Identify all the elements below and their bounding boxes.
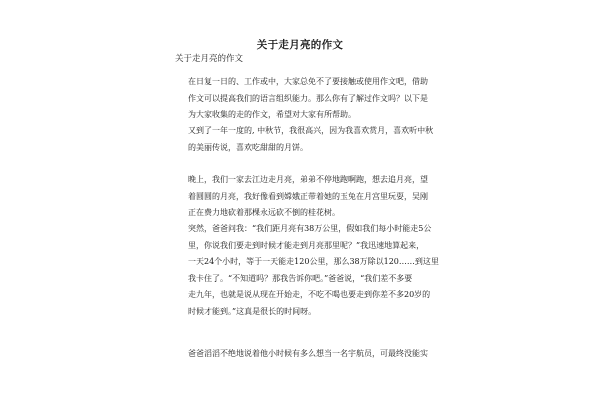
paragraph-line: 晚上，我们一家去江边走月亮，弟弟不停地跑啊跑，想去追月亮，望 — [188, 175, 428, 184]
paragraph-mid-autumn — [188, 123, 434, 156]
paragraph-line: 突然，爸爸问我：“我们距月亮有38万公里，假如我们每小时能走5公 — [188, 224, 432, 233]
paragraph-line: 里，你说我们要走到时候才能走到月亮那里呢？”我迅速地算起来， — [188, 240, 425, 250]
paragraph-evening — [188, 172, 426, 222]
paragraph-line: 爸爸滔滔不绝地说着他小时候有多么想当一名宇航员，可最终没能实 — [188, 349, 428, 358]
paragraph-line: 正在费力地砍着那棵永远砍不倒的桂花树。 — [188, 208, 340, 217]
paragraph-distance — [188, 221, 439, 320]
document-title: 关于走月亮的作文 — [256, 39, 344, 51]
paragraph-line: 在日复一日的、工作或中，大家总免不了要接触或使用作文吧，借助 — [188, 77, 428, 86]
paragraph-intro — [188, 74, 426, 124]
paragraph-line: 又到了一年一度的, 中秋节，我很高兴，因为我喜欢赏月，喜欢听中秋 — [188, 126, 434, 135]
paragraph-line: 走九年，也就是说从现在开始走，不吃不喝也要走到你差不多20岁的 — [188, 290, 431, 299]
paragraph-line: 的美丽传说，喜欢吃甜甜的月饼。 — [188, 142, 308, 152]
paragraph-line: 着圆圆的月亮，我好像看到嫦娥正带着她的玉兔在月宫里玩耍，吴刚 — [188, 191, 428, 201]
paragraph-line: 时候才能到。”这真是很长的时间呀。 — [188, 306, 317, 316]
paragraph-astronaut — [188, 346, 426, 363]
paragraph-line: 一天24个小时，等于一天能走120公里，那么38万除以120……到这里 — [188, 257, 439, 266]
document-subtitle: 关于走月亮的作文 — [175, 54, 244, 64]
paragraph-line: 为大家收集的走的作文，希望对大家有所帮助。 — [188, 110, 356, 119]
paragraph-line: 作文可以提高我们的语言组织能力。那么你有了解过作文吗？以下是 — [188, 93, 428, 103]
paragraph-line: 我卡住了。“不知道吗？那我告诉你吧。”爸爸说，“我们差不多要 — [188, 273, 413, 283]
